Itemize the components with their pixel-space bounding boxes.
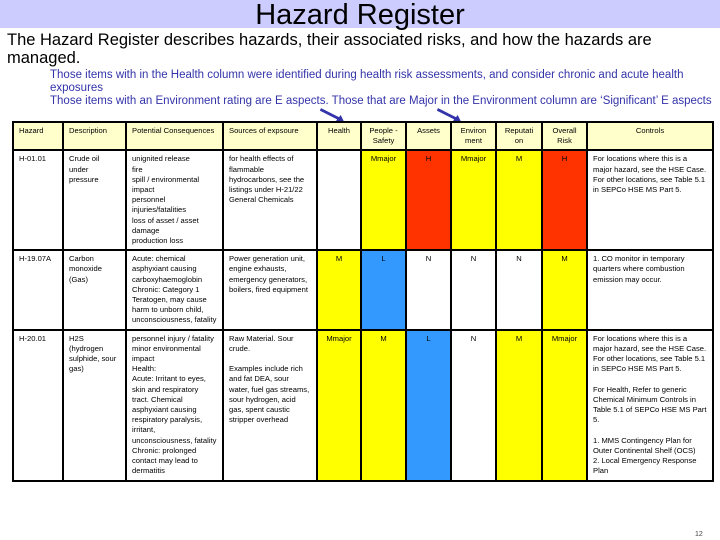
cell-sources-of-exposure: Power generation unit, engine exhausts, emergency generators, boilers, fired equipment xyxy=(223,250,317,329)
cell-sources-of-exposure: for health effects of flammable hydrocarbons, see the listings under H-21/22 General Chemicals xyxy=(223,150,317,250)
header-sources-of-exposure: Sources of expsoure xyxy=(223,122,317,150)
cell-environment: N xyxy=(451,330,496,481)
arrow-down-right-icon xyxy=(435,108,465,122)
header-potential-consequences: Potential Consequences xyxy=(126,122,223,150)
table-row xyxy=(13,330,713,481)
cell-hazard: H-19.07A xyxy=(13,250,63,329)
cell-reputation: M xyxy=(496,150,542,250)
cell-sources-of-exposure: Raw Material. Sour crude. Examples include rich and fat DEA, sour water, fuel gas streams, sour hydrogen, acid gas, spent caustic stripper overhead xyxy=(223,330,317,481)
cell-potential-consequences: Acute: chemical asphyxiant causing carboxyhaemoglobin Chronic: Category 1 Teratogen, may cause harm to unborn child, unconsciousness, fatality xyxy=(126,250,223,329)
header-controls: Controls xyxy=(587,122,713,150)
header-reputation: Reputati on xyxy=(496,122,542,150)
header-row xyxy=(13,122,713,150)
cell-health xyxy=(317,150,361,250)
cell-controls: 1. CO monitor in temporary quarters where combustion emission may occur. xyxy=(587,250,713,329)
arrow-down-right-icon xyxy=(318,108,348,122)
cell-overall-risk: M xyxy=(542,250,587,329)
cell-overall-risk: H xyxy=(542,150,587,250)
cell-assets: N xyxy=(406,250,451,329)
cell-health: M xyxy=(317,250,361,329)
environment-note: Those items with an Environment rating are E aspects. Those that are Major in the Environment column are ‘Significant’ E aspects xyxy=(50,95,712,107)
cell-assets: H xyxy=(406,150,451,250)
cell-controls: For locations where this is a major hazard, see the HSE Case. For other locations, see Table 5.1 in SEPCo HSE MS Part 5. xyxy=(587,150,713,250)
header-health: Health xyxy=(317,122,361,150)
header-overall-risk: Overall Risk xyxy=(542,122,587,150)
cell-environment: N xyxy=(451,250,496,329)
cell-hazard: H-01.01 xyxy=(13,150,63,250)
cell-reputation: M xyxy=(496,330,542,481)
header-environment: Environ ment xyxy=(451,122,496,150)
header-people-safety: People - Safety xyxy=(361,122,406,150)
cell-description: Crude oil under pressure xyxy=(63,150,126,250)
cell-controls: For locations where this is a major hazard, see the HSE Case. For other locations, see Table 5.1 in SEPCo HSE MS Part 5. For Health, Refer to generic Chemical Minimum Controls in Table 5.1 of SEPCo HSE MS Part 5. 1. MMS Contingency Plan for Outer Continental Shelf (OCS) 2. Local Emergency Response Plan xyxy=(587,330,713,481)
cell-hazard: H-20.01 xyxy=(13,330,63,481)
cell-people-safety: Mmajor xyxy=(361,150,406,250)
cell-people-safety: M xyxy=(361,330,406,481)
health-note: Those items with in the Health column were identified during health risk assessments, and consider chronic and acute health exposures xyxy=(50,69,684,94)
cell-description: H2S (hydrogen sulphide, sour gas) xyxy=(63,330,126,481)
cell-people-safety: L xyxy=(361,250,406,329)
header-assets: Assets xyxy=(406,122,451,150)
page-number: 12 xyxy=(695,531,703,538)
header-description: Description xyxy=(63,122,126,150)
cell-potential-consequences: personnel injury / fatality minor environmental impact Health: Acute: Irritant to eyes, skin and respiratory tract. Chemical asphyxiant causing respiratory paralysis, irritant, unconsciousness, fatality Chronic: prolonged contact may lead to dermatitis xyxy=(126,330,223,481)
cell-potential-consequences: unignited release fire spill / environmental impact personnel injuries/fatalities loss of asset / asset damage production loss xyxy=(126,150,223,250)
table-row xyxy=(13,150,713,250)
hazard-table xyxy=(12,121,714,482)
title-bar xyxy=(0,0,720,31)
cell-reputation: N xyxy=(496,250,542,329)
table-row xyxy=(13,250,713,329)
cell-health: Mmajor xyxy=(317,330,361,481)
header-hazard: Hazard xyxy=(13,122,63,150)
cell-overall-risk: Mmajor xyxy=(542,330,587,481)
intro-text: The Hazard Register describes hazards, their associated risks, and how the hazards are managed. xyxy=(7,31,652,67)
page-title: Hazard Register xyxy=(255,0,465,31)
cell-environment: Mmajor xyxy=(451,150,496,250)
cell-description: Carbon monoxide (Gas) xyxy=(63,250,126,329)
cell-assets: L xyxy=(406,330,451,481)
